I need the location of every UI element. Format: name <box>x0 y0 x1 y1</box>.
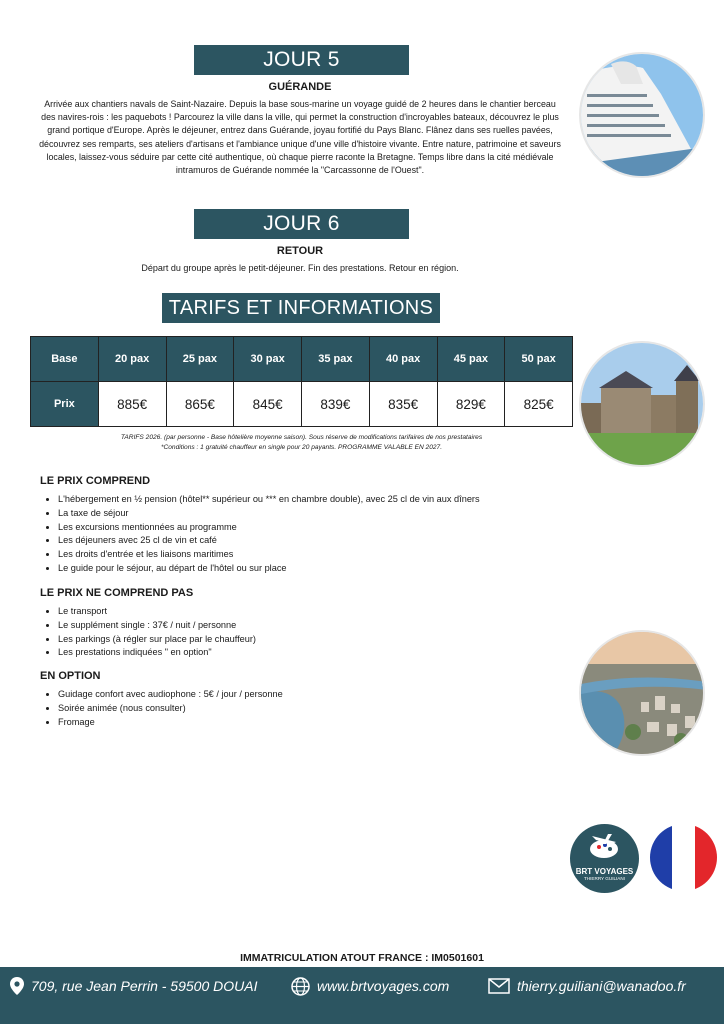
day6-title: RETOUR <box>276 245 324 257</box>
row-label: Prix <box>31 382 99 427</box>
immatriculation: IMMATRICULATION ATOUT FRANCE : IM0501601 <box>240 952 484 964</box>
list-item: • Le guide pour le séjour, au départ de l'hôtel ou sur place <box>58 562 480 576</box>
logo-name: BRT VOYAGES <box>575 867 634 876</box>
footer-address <box>10 967 257 1005</box>
day5-banner: JOUR 5 <box>194 45 409 75</box>
day5-description: Arrivée aux chantiers navals de Saint-Nazaire. Depuis la base sous-marine un voyage guidé de 2 heures dans le chantier berceau des navires-rois : les paquebots ! Parcourez la ville dans la ville, qui permet la construction d'incroyables bateaux, découvrez le plus grand portique d'Europe. Après le déjeuner, entrez dans Guérande, joyau fortifié du Pays Blanc. Flânez dans ses ruelles pavées, découvrez ses remparts, ses ateliers d'artisans et l'ambiance unique d'une ville d'histoire vivante. Entre nature, patrimoine et saveurs locales, laissez-vous séduire par cette cité authentique, où chaque pierre raconte la Bretagne. Temps libre dans la cité médiévale intramuros de Guérande nommée la "Carcassonne de l'Ouest". <box>39 99 561 176</box>
includes-list <box>40 493 480 576</box>
price-cell: 829€ <box>437 382 505 427</box>
tarifs-note-1: TARIFS 2026. (par personne - Base hôtelière moyenne saison). Sous réserve de modifications tarifaires de nos prestataires <box>120 434 483 441</box>
price-cell: 885€ <box>98 382 166 427</box>
list-item: • Soirée animée (nous consulter) <box>58 702 283 716</box>
france-flag <box>650 824 717 891</box>
location-pin-icon <box>10 977 24 995</box>
options-list <box>40 688 283 729</box>
header-cell: 35 pax <box>302 337 370 382</box>
list-item: • Les déjeuners avec 25 cl de vin et café <box>58 534 480 548</box>
airplane-palette-icon <box>570 824 639 862</box>
list-item: • Les parkings (à régler sur place par le chauffeur) <box>58 633 256 647</box>
day5-title: GUÉRANDE <box>268 81 332 93</box>
tarifs-banner: TARIFS ET INFORMATIONS <box>162 293 440 323</box>
price-cell: 845€ <box>234 382 302 427</box>
list-item: • Fromage <box>58 716 283 730</box>
day6-description: Départ du groupe après le petit-déjeuner. Fin des prestations. Retour en région. <box>141 263 459 273</box>
price-table-header <box>31 337 573 382</box>
ship-photo <box>579 52 705 178</box>
footer-email[interactable] <box>488 967 686 1005</box>
options-title: EN OPTION <box>40 670 101 682</box>
price-table-row <box>31 382 573 427</box>
header-cell: 30 pax <box>234 337 302 382</box>
castle-photo <box>579 341 705 467</box>
address-text: 709, rue Jean Perrin - 59500 DOUAI <box>31 978 258 994</box>
price-cell: 825€ <box>505 382 573 427</box>
list-item: • Le transport <box>58 605 256 619</box>
list-item: • Guidage confort avec audiophone : 5€ / jour / personne <box>58 688 283 702</box>
website-link[interactable]: www.brtvoyages.com <box>317 978 450 994</box>
envelope-icon <box>488 978 510 994</box>
header-cell: 25 pax <box>166 337 234 382</box>
list-item: • Les excursions mentionnées au programme <box>58 521 480 535</box>
footer <box>0 967 724 1024</box>
tarifs-note-2: *Conditions : 1 gratuité chauffeur en single pour 20 payants. PROGRAMME VALABLE EN 2027. <box>160 444 443 451</box>
price-cell: 839€ <box>302 382 370 427</box>
header-cell: 20 pax <box>98 337 166 382</box>
header-cell: 45 pax <box>437 337 505 382</box>
list-item: • Les droits d'entrée et les liaisons maritimes <box>58 548 480 562</box>
header-cell: 40 pax <box>369 337 437 382</box>
footer-website[interactable] <box>291 967 449 1005</box>
logo-subname: THIERRY GUILIANI <box>584 876 625 881</box>
list-item: • Le supplément single : 37€ / nuit / personne <box>58 619 256 633</box>
price-cell: 865€ <box>166 382 234 427</box>
price-table <box>30 336 573 427</box>
price-cell: 835€ <box>369 382 437 427</box>
globe-icon <box>291 977 310 996</box>
header-cell: 50 pax <box>505 337 573 382</box>
excludes-title: LE PRIX NE COMPREND PAS <box>40 587 194 599</box>
header-cell: Base <box>31 337 99 382</box>
excludes-list <box>40 605 256 660</box>
list-item: • Les prestations indiquées " en option" <box>58 646 256 660</box>
list-item: • L'hébergement en ½ pension (hôtel** supérieur ou *** en chambre double), avec 25 cl de vin aux dîners <box>58 493 480 507</box>
email-link[interactable]: thierry.guiliani@wanadoo.fr <box>517 978 686 994</box>
day6-banner: JOUR 6 <box>194 209 409 239</box>
list-item: • La taxe de séjour <box>58 507 480 521</box>
city-aerial-photo <box>579 630 705 756</box>
includes-title: LE PRIX COMPREND <box>40 475 151 487</box>
brt-voyages-logo <box>570 824 639 893</box>
